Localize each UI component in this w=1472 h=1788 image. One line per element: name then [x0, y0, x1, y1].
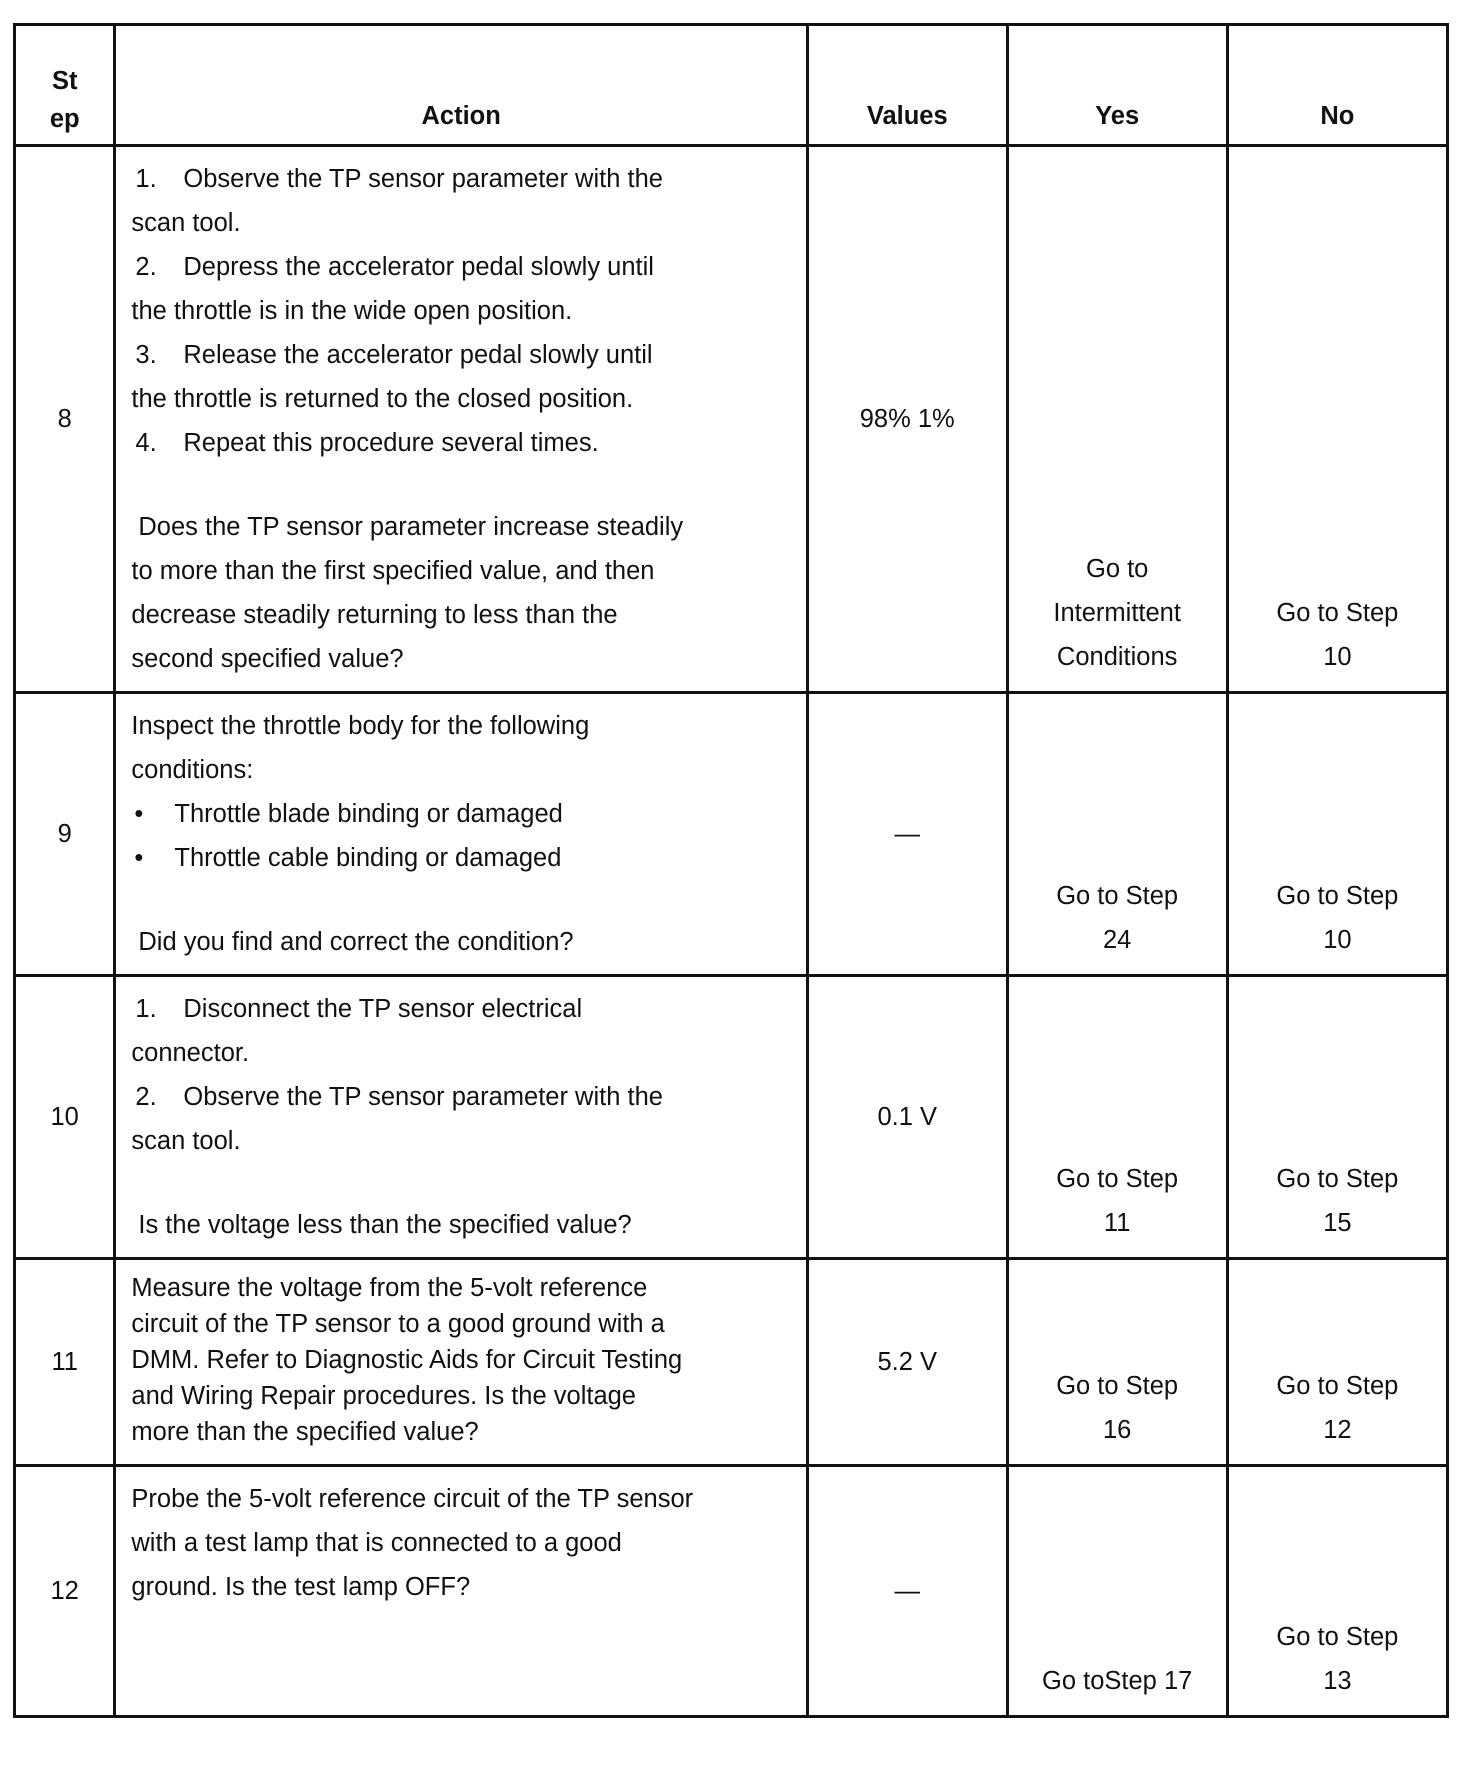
- header-action: Action: [115, 25, 808, 146]
- table-row: [15, 1466, 1448, 1717]
- action-cell: Inspect the throttle body for the following conditions: • Throttle blade binding or damaged • Throttle cable binding or damaged Did you find and correct the condition?: [115, 693, 808, 976]
- step-number: 9: [15, 693, 115, 976]
- value-cell: —: [807, 1466, 1007, 1717]
- step-number: 10: [15, 976, 115, 1259]
- action-cell: 1. Observe the TP sensor parameter with the scan tool. 2. Depress the accelerator pedal slowly until the throttle is in the wide open position. 3. Release the accelerator pedal slowly until the throttle is returned to the closed position. 4. Repeat this procedure several times. Does the TP sensor parameter increase steadily to more than the first specified value, and then decrease steadily returning to less than the second specified value?: [115, 146, 808, 693]
- step-number: 11: [15, 1259, 115, 1466]
- value-cell: 98% 1%: [807, 146, 1007, 693]
- table-row: [15, 1259, 1448, 1466]
- value-cell: 0.1 V: [807, 976, 1007, 1259]
- no-cell: Go to Step 15: [1227, 976, 1447, 1259]
- header-values: Values: [807, 25, 1007, 146]
- step-number: 8: [15, 146, 115, 693]
- no-cell: Go to Step 13: [1227, 1466, 1447, 1717]
- step-number: 12: [15, 1466, 115, 1717]
- value-cell: —: [807, 693, 1007, 976]
- action-cell: Probe the 5-volt reference circuit of the TP sensor with a test lamp that is connected to a good ground. Is the test lamp OFF?: [115, 1466, 808, 1717]
- action-cell: Measure the voltage from the 5-volt reference circuit of the TP sensor to a good ground with a DMM. Refer to Diagnostic Aids for Circuit Testing and Wiring Repair procedures. Is the voltage more than the specified value?: [115, 1259, 808, 1466]
- header-step: St ep: [15, 25, 115, 146]
- table-row: [15, 146, 1448, 693]
- yes-cell: Go to Step 16: [1007, 1259, 1227, 1466]
- value-cell: 5.2 V: [807, 1259, 1007, 1466]
- header-yes: Yes: [1007, 25, 1227, 146]
- action-cell: 1. Disconnect the TP sensor electrical connector. 2. Observe the TP sensor parameter with the scan tool. Is the voltage less than the specified value?: [115, 976, 808, 1259]
- yes-cell: Go to Step 11: [1007, 976, 1227, 1259]
- table-row: [15, 976, 1448, 1259]
- no-cell: Go to Step 10: [1227, 146, 1447, 693]
- yes-cell: Go to Step 24: [1007, 693, 1227, 976]
- diagnostic-table: [13, 23, 1449, 1718]
- header-row: [15, 25, 1448, 146]
- yes-cell: Go to Intermittent Conditions: [1007, 146, 1227, 693]
- table-row: [15, 693, 1448, 976]
- yes-cell: Go toStep 17: [1007, 1466, 1227, 1717]
- no-cell: Go to Step 12: [1227, 1259, 1447, 1466]
- header-no: No: [1227, 25, 1447, 146]
- no-cell: Go to Step 10: [1227, 693, 1447, 976]
